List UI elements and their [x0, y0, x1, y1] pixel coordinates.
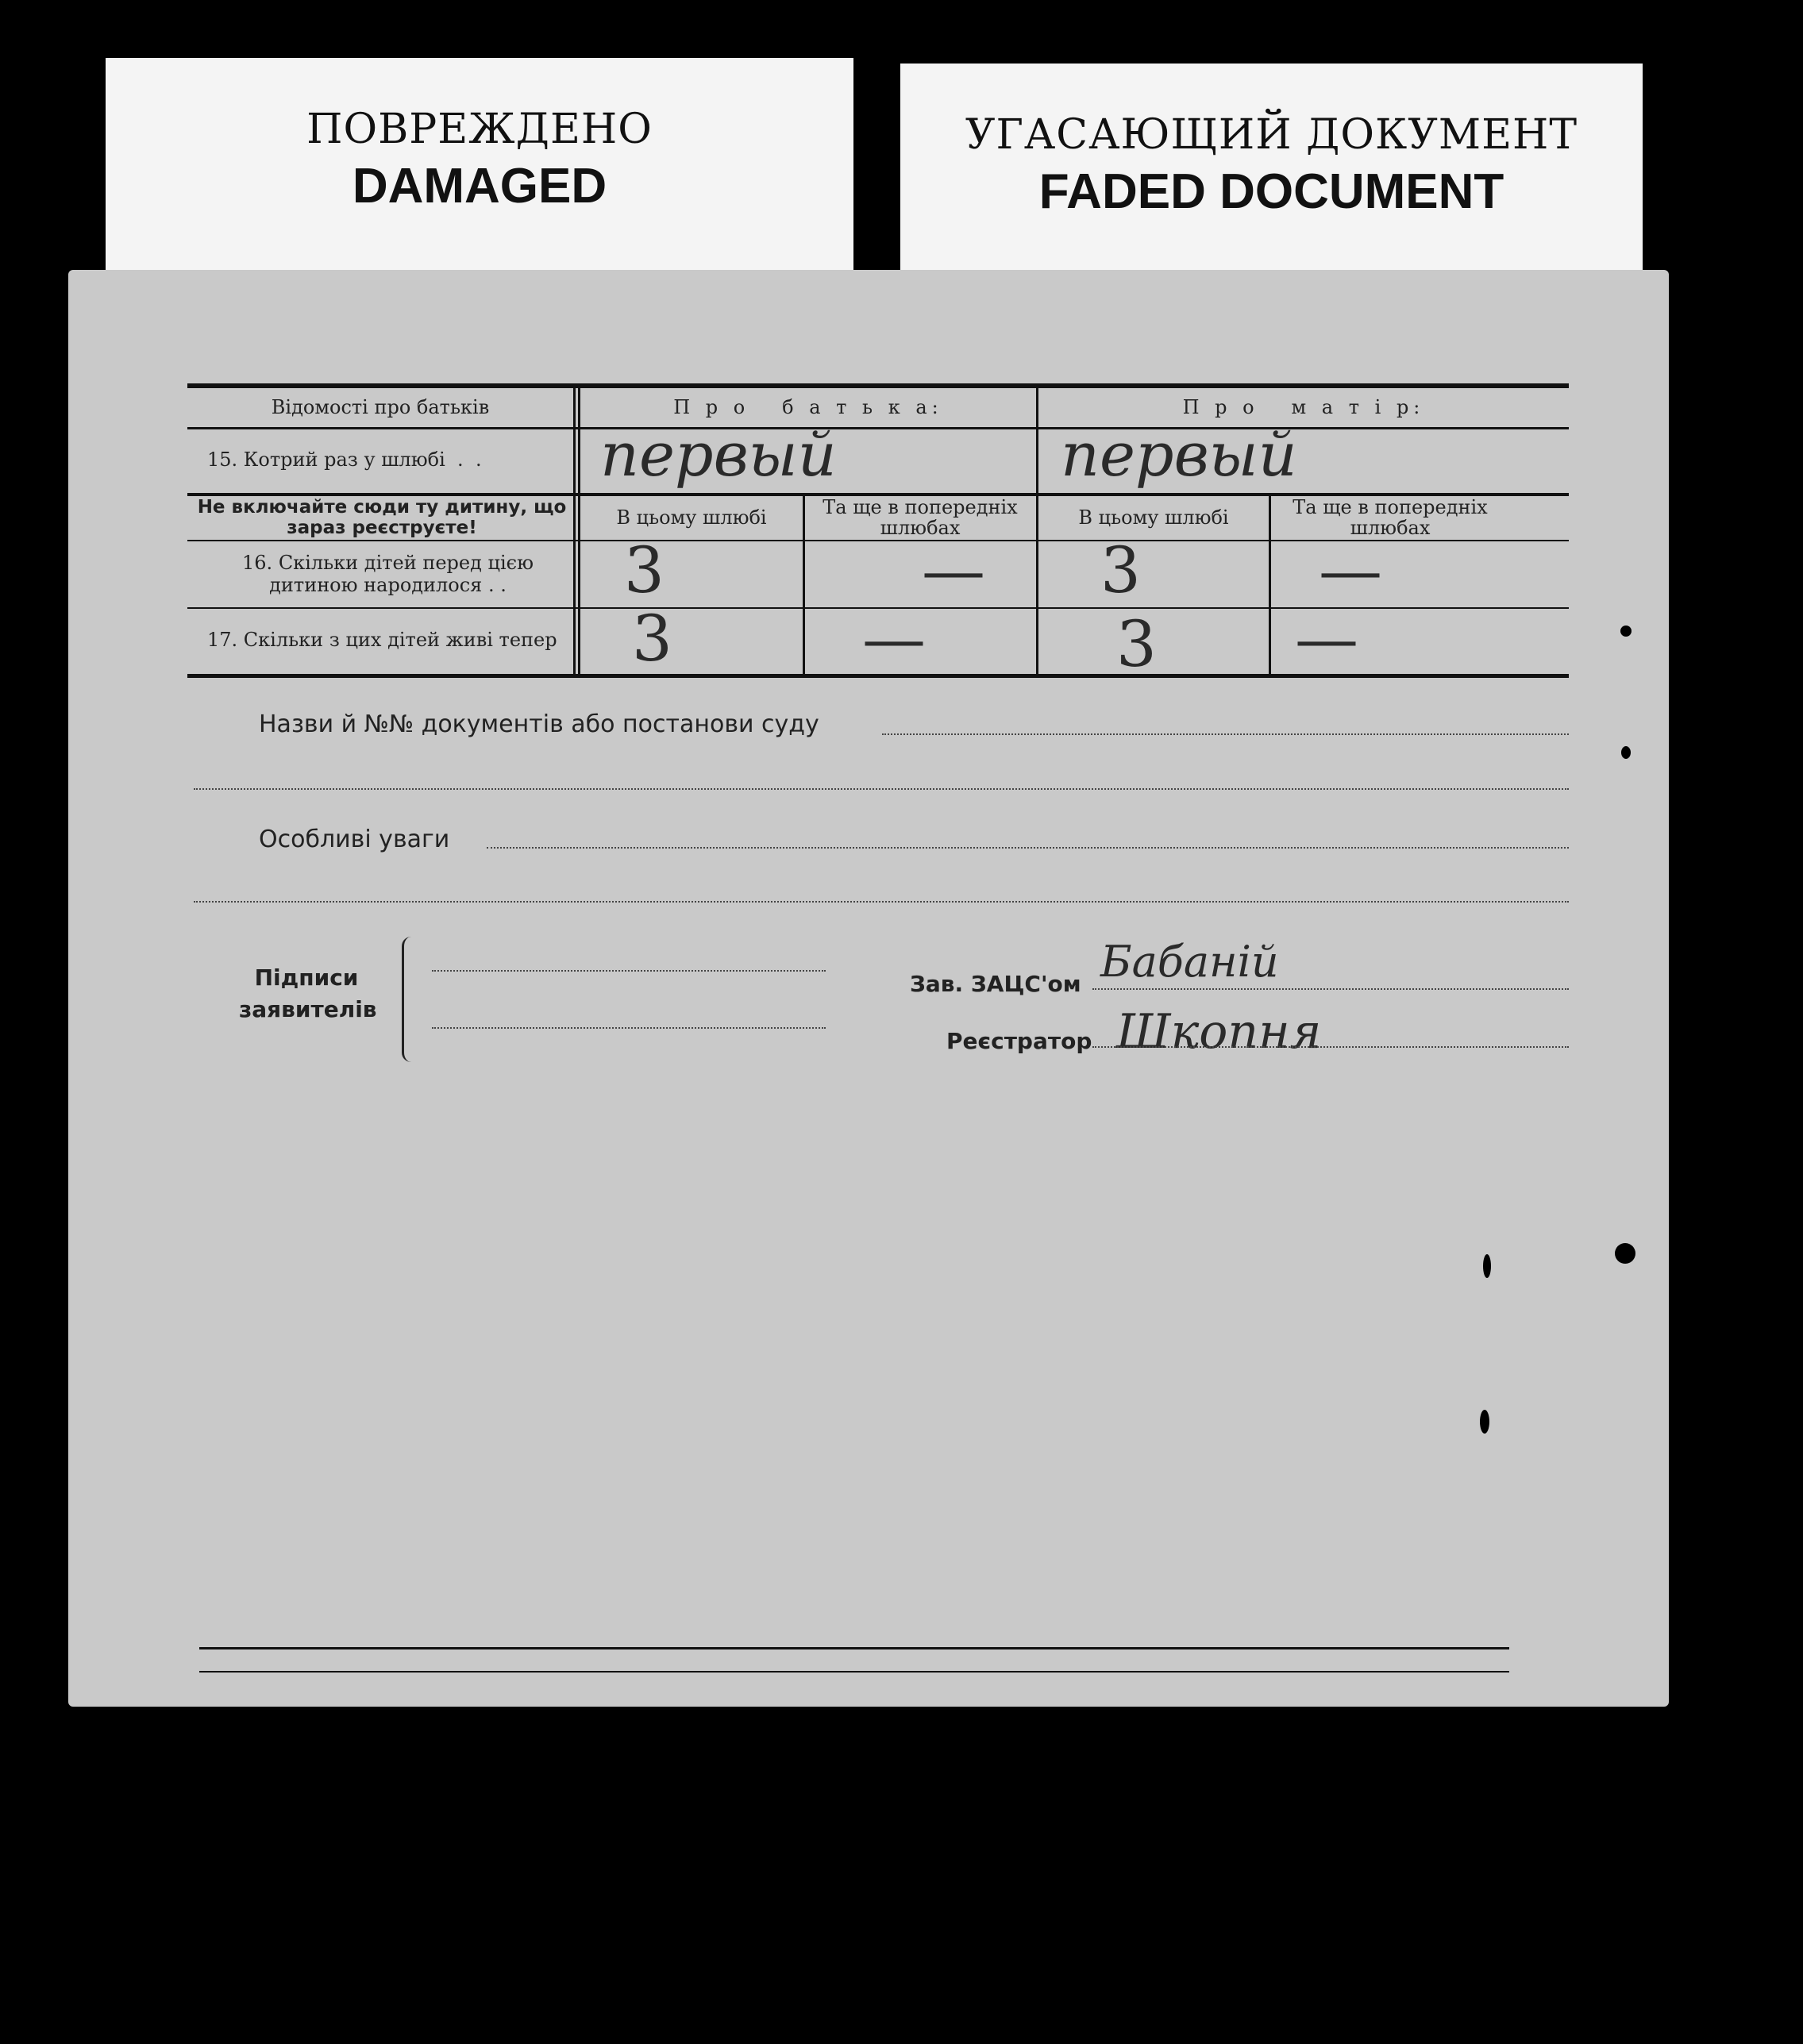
table-top-rule — [187, 383, 1569, 388]
remarks-line — [194, 901, 1569, 903]
mother-this-marriage-header: В цьому шлюбі — [1078, 506, 1229, 529]
faded-label-card — [900, 64, 1643, 282]
row17-label: 17. Скільки з цих дітей живі тепер — [207, 629, 557, 651]
row15-father-value: первый — [600, 419, 837, 490]
row17-father-this: 3 — [632, 602, 672, 676]
bottom-rule — [199, 1671, 1509, 1673]
mother-prev-marriages-header: Та ще в попередніх шлюбах — [1293, 496, 1488, 539]
head-signature: Бабаній — [1100, 937, 1279, 987]
bottom-rule — [199, 1647, 1509, 1649]
row17-father-prev: — — [862, 602, 926, 676]
registrar-label: Реєстратор — [946, 1028, 1092, 1054]
applicant-sign-line — [432, 970, 826, 972]
faded-label-ru: УГАСАЮЩИЙ ДОКУМЕНТ — [965, 111, 1578, 159]
applicant-sign-line — [432, 1027, 826, 1029]
row16-father-prev: — — [922, 533, 985, 607]
table-rule — [187, 427, 1569, 429]
damaged-label-card — [106, 58, 853, 280]
damaged-label-ru: ПОВРЕЖДЕНО — [306, 106, 653, 153]
punch-hole — [1480, 1410, 1489, 1434]
subheader-note: Не включайте сюди ту дитину, що зараз реєструєте! — [197, 497, 567, 538]
bracket — [402, 937, 412, 1062]
registrar-sign-line — [1092, 1046, 1569, 1048]
punch-hole — [1483, 1254, 1491, 1278]
header-mother: П р о м а т і р: — [1182, 396, 1425, 418]
punch-hole — [1615, 1243, 1635, 1264]
remarks-line — [487, 847, 1569, 849]
documents-label: Назви й №№ документів або постанови суду — [259, 710, 819, 738]
punch-hole — [1620, 626, 1632, 637]
table-col-divider — [1036, 387, 1038, 676]
row16-father-this: 3 — [624, 533, 665, 607]
documents-line — [882, 733, 1569, 735]
form-sheet — [68, 270, 1669, 1707]
head-sign-line — [1092, 988, 1569, 990]
head-label: Зав. ЗАЦС'ом — [910, 971, 1081, 997]
row15-label: 15. Котрий раз у шлюбі . . — [207, 448, 482, 471]
table-col-divider — [578, 387, 580, 676]
table-col-divider — [573, 387, 576, 676]
header-parents-info: Відомості про батьків — [271, 396, 490, 418]
father-this-marriage-header: В цьому шлюбі — [616, 506, 767, 529]
row16-mother-prev: — — [1319, 533, 1382, 607]
row15-mother-value: первый — [1061, 419, 1297, 490]
punch-hole — [1621, 746, 1631, 759]
row17-mother-prev: — — [1295, 602, 1358, 676]
applicants-signatures-label: Підписи заявителів — [239, 964, 377, 1022]
header-father: П р о б а т ь к а: — [673, 396, 943, 418]
remarks-label: Особливі уваги — [259, 826, 450, 853]
faded-label-en: FADED DOCUMENT — [1038, 164, 1504, 219]
damaged-label-en: DAMAGED — [352, 159, 607, 214]
row16-label: 16. Скільки дітей перед цією дитиною народилося . . — [242, 552, 534, 596]
father-prev-marriages-header: Та ще в попередніх шлюбах — [823, 496, 1018, 539]
row17-mother-this: 3 — [1116, 607, 1157, 681]
row16-mother-this: 3 — [1100, 533, 1141, 607]
documents-line — [194, 788, 1569, 790]
registrar-signature: Шкопня — [1116, 1004, 1322, 1060]
